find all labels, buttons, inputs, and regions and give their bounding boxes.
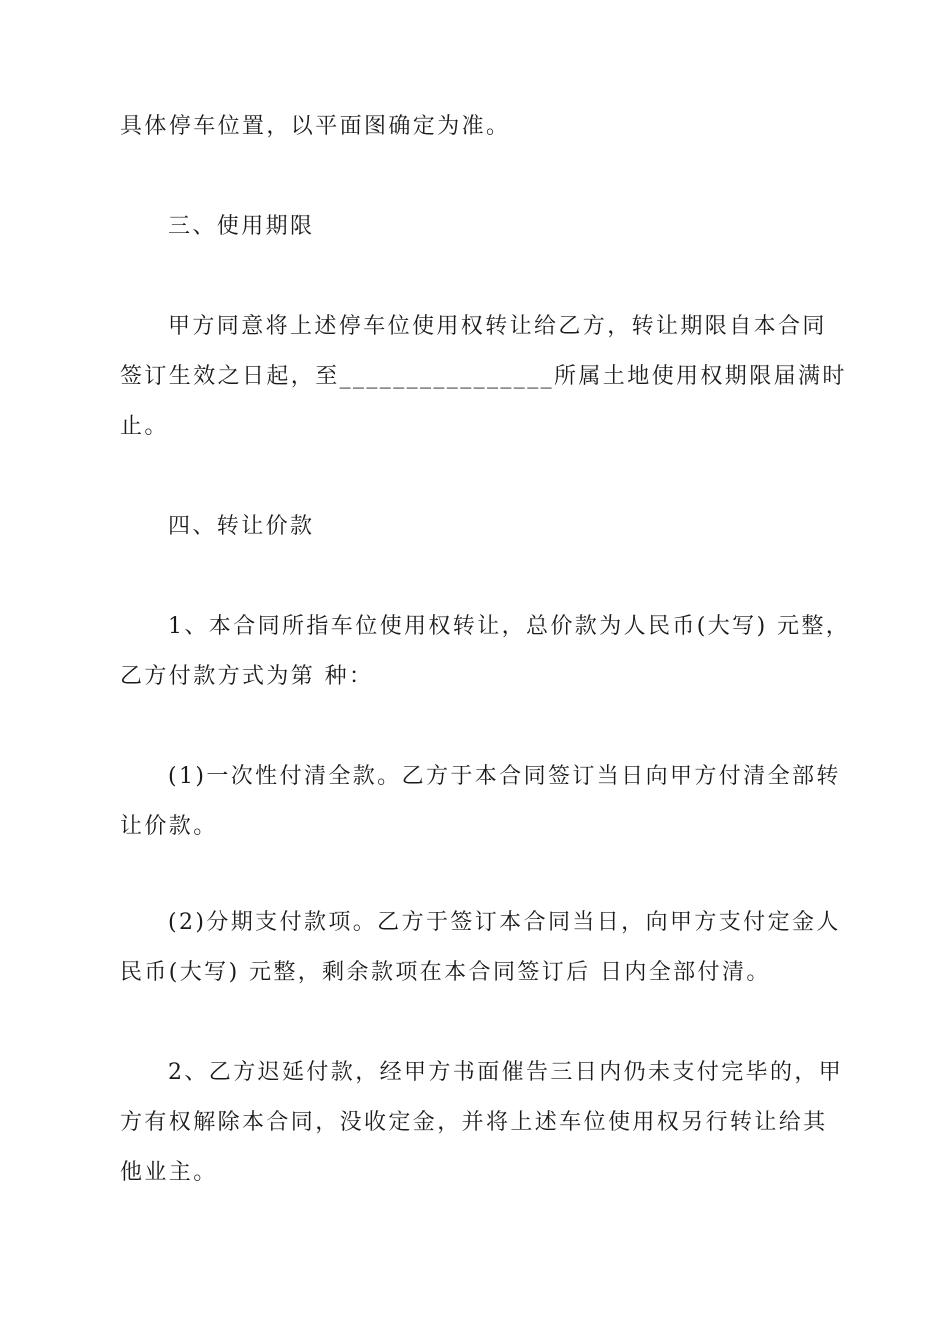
- clause-1-line-1: 1、本合同所指车位使用权转让，总价款为人民币(大写) 元整，: [168, 614, 851, 639]
- option-1-line-1: (1)一次性付清全款。乙方于本合同签订当日向甲方付清全部转: [168, 764, 841, 789]
- paragraph-parking-location-line-1: 具体停车位置，以平面图确定为准。: [120, 114, 511, 139]
- clause-2-line-2: 方有权解除本合同，没收定金，并将上述车位使用权另行转让给其: [120, 1110, 828, 1135]
- clause-2-line-3: 他业主。: [120, 1160, 218, 1185]
- option-2-line-2: 民币(大写) 元整，剩余款项在本合同签订后 日内全部付清。: [120, 960, 771, 985]
- option-2-line-1: (2)分期支付款项。乙方于签订本合同当日，向甲方支付定金人: [168, 910, 841, 935]
- paragraph-usage-term-line-2: 签订生效之日起，至________________所属土地使用权期限届满时: [120, 364, 847, 389]
- heading-usage-term: 三、使用期限: [168, 214, 315, 239]
- heading-transfer-price: 四、转让价款: [168, 514, 315, 539]
- paragraph-usage-term-line-3: 止。: [120, 414, 169, 439]
- clause-2-line-1: 2、乙方迟延付款，经甲方书面催告三日内仍未支付完毕的，甲: [168, 1060, 844, 1085]
- option-1-line-2: 让价款。: [120, 814, 218, 839]
- paragraph-usage-term-line-1: 甲方同意将上述停车位使用权转让给乙方，转让期限自本合同: [168, 314, 827, 339]
- clause-1-line-2: 乙方付款方式为第 种：: [120, 664, 374, 689]
